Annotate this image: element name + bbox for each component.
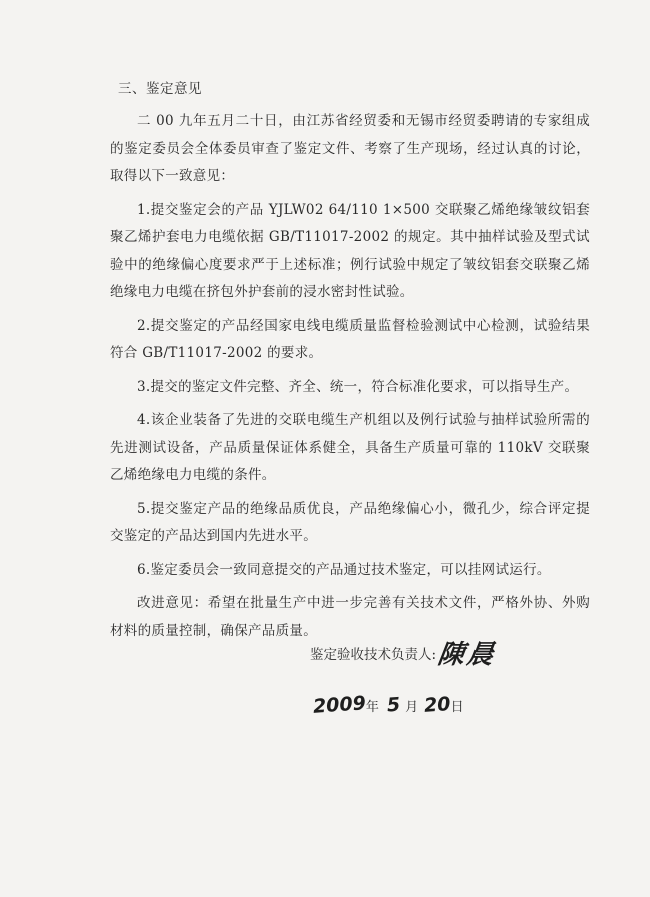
section-title: 三、鉴定意见	[118, 81, 202, 97]
handwritten-signature: 陳晨	[435, 640, 499, 670]
signature-block	[310, 640, 499, 670]
date-month: 5	[386, 693, 401, 717]
date-day: 20	[423, 693, 452, 717]
signature-label: 鉴定验收技术负责人:	[310, 647, 437, 663]
date-year-unit: 年	[365, 700, 379, 715]
opinion-item-4: 4.该企业装备了先进的交联电缆生产机组以及例行试验与抽样试验所需的先进测试设备，产品质量保证体系健全，具备生产质量可靠的 110kV 交联聚乙烯绝缘电力电缆的条件。	[110, 412, 590, 483]
signature-date	[313, 690, 464, 723]
intro-paragraph: 二 00 九年五月二十日，由江苏省经贸委和无锡市经贸委聘请的专家组成的鉴定委员会全体委员审查了鉴定文件、考察了生产现场，经过认真的讨论，取得以下一致意见：	[110, 113, 590, 184]
date-year: 2009	[312, 692, 367, 718]
opinion-item-6: 6.鉴定委员会一致同意提交的产品通过技术鉴定，可以挂网试运行。	[137, 561, 551, 578]
opinion-item-2: 2.提交鉴定的产品经国家电线电缆质量监督检验测试中心检测，试验结果符合 GB/T11017-2002 的要求。	[110, 317, 590, 361]
opinion-item-1: 1.提交鉴定会的产品 YJLW02 64/110 1×500 交联聚乙烯绝缘皱纹铝套聚乙烯护套电力电缆依据 GB/T11017-2002 的规定。其中抽样试验及型式试验中的绝缘偏心度要求严于上述标准；例行试验中规定了皱纹铝套交联聚乙烯绝缘电力电缆在挤包外护套前的浸水密封性试验。	[110, 201, 590, 300]
date-month-unit: 月	[405, 700, 419, 715]
opinion-item-3: 3.提交的鉴定文件完整、齐全、统一，符合标准化要求，可以指导生产。	[137, 378, 579, 395]
opinion-item-5: 5.提交鉴定产品的绝缘品质优良，产品绝缘偏心小，微孔少，综合评定提交鉴定的产品达到国内先进水平。	[110, 500, 590, 544]
improvement-opinion: 改进意见：希望在批量生产中进一步完善有关技术文件，严格外协、外购材料的质量控制，确保产品质量。	[110, 595, 590, 639]
date-day-unit: 日	[450, 700, 464, 715]
